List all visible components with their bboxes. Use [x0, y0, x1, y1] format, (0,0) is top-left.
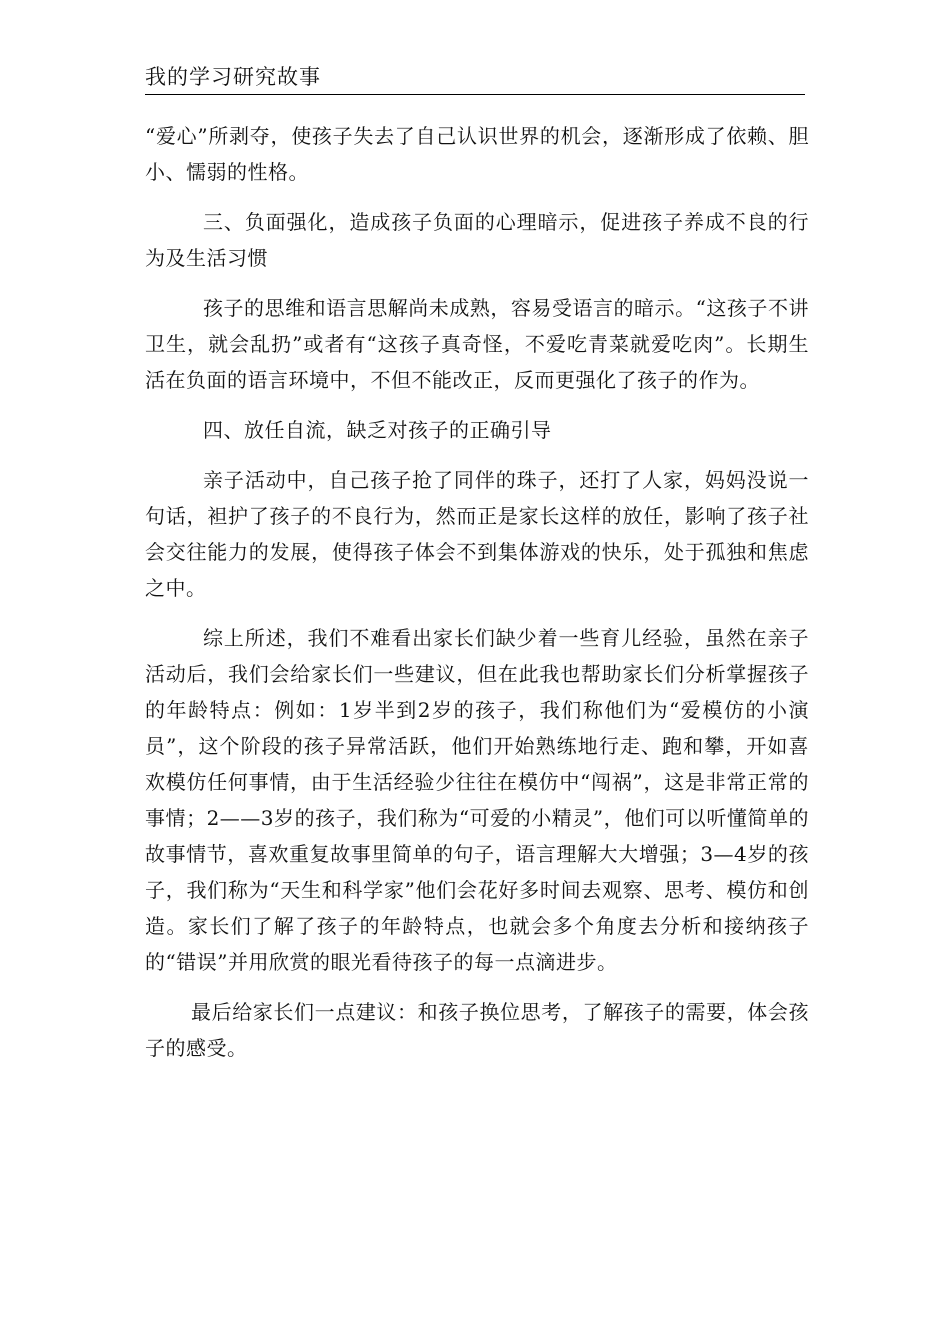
paragraph-continuation: “爱心”所剥夺，使孩子失去了自己认识世界的机会，逐渐形成了依赖、胆小、懦弱的性格。 [145, 124, 809, 184]
paragraph-summary: 综上所述，我们不难看出家长们缺少着一些育儿经验，虽然在亲子活动后，我们会给家长们一些建议，但在此我也帮助家长们分析掌握孩子的年龄特点：例如：1岁半到2岁的孩子，我们称他们为“爱模仿的小演员”，这个阶段的孩子异常活跃，他们开始熟练地行走、跑和攀，开如喜欢模仿任何事情，由于生活经验少往往在模仿中“闯祸”，这是非常正常的事情；2——3岁的孩子，我们称为“可爱的小精灵”，他们可以听懂简单的故事情节，喜欢重复故事里简单的句子，语言理解大大增强；3—4岁的孩子，我们称为“天生和科学家”他们会花好多时间去观察、思考、模仿和创造。家长们了解了孩子的年龄特点，也就会多个角度去分析和接纳孩子的“错误”并用欣赏的眼光看待孩子的每一点滴进步。 [145, 626, 809, 974]
paragraph-parent-child-activity: 亲子活动中，自己孩子抢了同伴的珠子，还打了人家，妈妈没说一句话，袒护了孩子的不良行为，然而正是家长这样的放任，影响了孩子社会交往能力的发展，使得孩子体会不到集体游戏的快乐，处于孤独和焦虑之中。 [145, 468, 809, 600]
document-body [145, 118, 809, 1080]
section-heading-three: 三、负面强化，造成孩子负面的心理暗示，促进孩子养成不良的行为及生活习惯 [145, 210, 809, 270]
header-title: 我的学习研究故事 [145, 65, 321, 89]
paragraph-negative-reinforcement: 孩子的思维和语言思解尚未成熟，容易受语言的暗示。“这孩子不讲卫生，就会乱扔”或者有“这孩子真奇怪，不爱吃青菜就爱吃肉”。长期生活在负面的语言环境中，不但不能改正，反而更强化了孩子的作为。 [145, 296, 809, 392]
page-header [145, 64, 805, 95]
section-heading-four: 四、放任自流，缺乏对孩子的正确引导 [203, 418, 552, 442]
paragraph-final-advice: 最后给家长们一点建议：和孩子换位思考，了解孩子的需要，体会孩子的感受。 [145, 1000, 809, 1060]
